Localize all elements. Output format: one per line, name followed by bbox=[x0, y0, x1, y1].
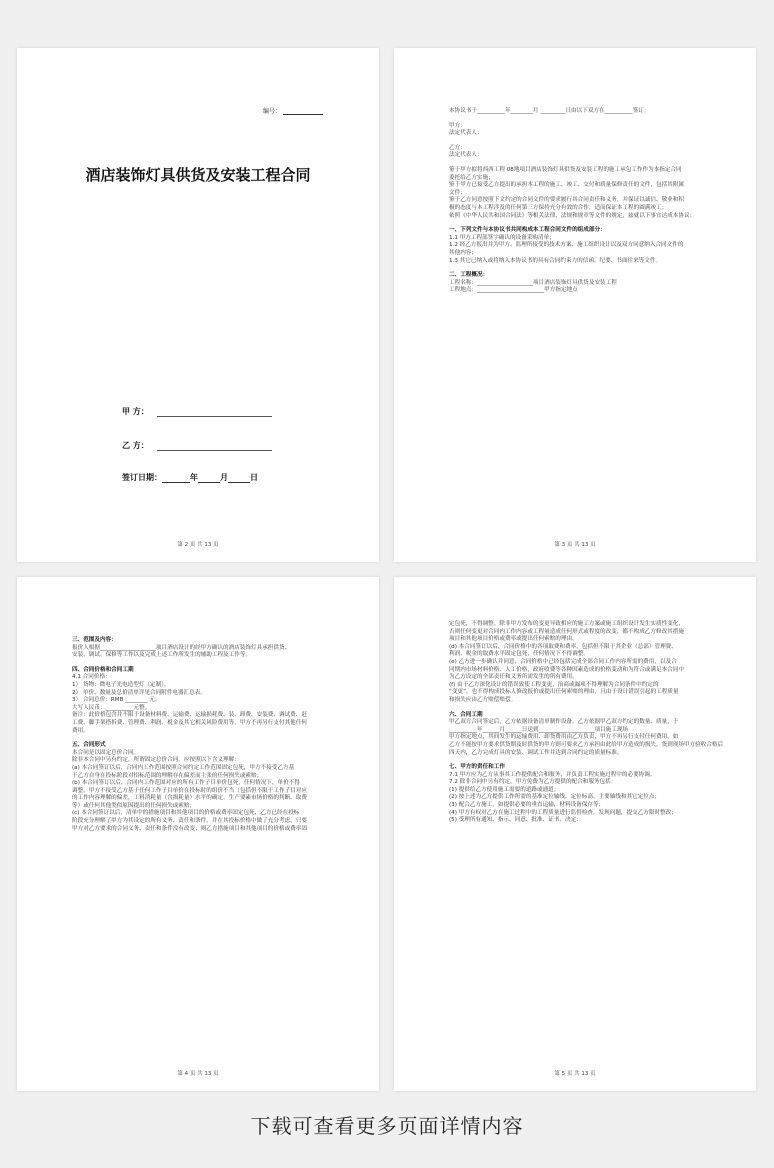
paragraph-gap bbox=[449, 705, 709, 712]
text-line: 依照《中华人民共和国合同法》等相关法律、法规和规章等文件的规定，兹就以下事宜达成本协议： bbox=[449, 212, 696, 219]
party-b-label: 乙 方： bbox=[122, 441, 149, 450]
text-line: 1.3 其它已纳入或将纳入本协议书的具有合同约束力的信函、纪要、书面往来等文件。 bbox=[449, 257, 662, 264]
text-line: 等）或任何其他类似原因提出的任何损失或索赔； bbox=[72, 802, 196, 809]
text-line: 4.1 合同价格： bbox=[72, 674, 111, 681]
text-line: 四天内，乙方完成灯具的安装、调试工作并达到合同约定的质量标准。 bbox=[449, 749, 623, 756]
month-label: 月 bbox=[220, 473, 228, 482]
party-b-signature bbox=[122, 440, 272, 451]
section-heading: 三、范围及内容： bbox=[72, 637, 117, 643]
text-line: 的工作内容理解的偏差，工料消耗量（含损耗量）水平的确定、生产要素市场价格的判断、取费 bbox=[72, 795, 307, 802]
text-line: 1） 货物：微电子光电造型灯（定制）。 bbox=[72, 681, 170, 688]
text-line: 甲方对乙方要求的合同义务、责任和条件没有改变；则乙方措施项目和其他项目的价格或费率固 bbox=[72, 825, 307, 832]
text-line: 乙方不能按甲方要求供货期及时供货的甲方则可要求乙方承担由此给甲方造成的损失，货到现场甲方验收合格后 bbox=[449, 741, 724, 748]
text-line: (d) 本合同签订以后，合同价格中的各项取费和费率，包括但不限于其企业（总部）管理费、 bbox=[449, 643, 677, 650]
year-label: 年 bbox=[190, 473, 198, 482]
text-line: (2) 按上述为乙方提供工作所需的基准定位轴线、定位标高、主要轴线和其它定位点； bbox=[449, 794, 661, 801]
paragraph-gap bbox=[72, 660, 332, 667]
text-line: 备注：此价格包含并不限于设备材料费、运输费、运输损耗费、装、卸费、安装费、调试费、赶 bbox=[72, 712, 307, 719]
text-line: 于乙方自身在投标阶段对招标范围的理解存在偏差而主张的任何损失或索赔； bbox=[72, 772, 263, 779]
paragraph-gap bbox=[449, 265, 709, 272]
day-label: 日 bbox=[250, 473, 258, 482]
text-line: 委托给乙方实施； bbox=[449, 174, 494, 181]
text-line: (e) 乙方进一步确认并同意，合同价格中已经包括完成全部合同工作内容所需的费用，以及合 bbox=[449, 658, 677, 665]
month-blank bbox=[198, 473, 220, 483]
text-line: 除非本合同中另有约定，所谓固定总价合同，应按照以下含义理解： bbox=[72, 757, 240, 764]
page-cover bbox=[17, 48, 379, 562]
page-body bbox=[449, 108, 709, 295]
paragraph-gap bbox=[449, 138, 709, 145]
year-blank bbox=[162, 473, 190, 483]
page-scope-price bbox=[17, 577, 379, 1091]
text-line: 甲乙双方合同签定后，乙方依据设备清单制作设备，乙方依据甲乙双方约定的数量、质量，于 bbox=[449, 719, 679, 726]
text-line: 鉴于甲方已接受乙方提出的承担本工程的施工、竣工、交付和质量保修责任的文件，包括其附属 bbox=[449, 182, 684, 189]
text-line: (4) 甲方有权对乙方在施工过程中的工程质量进行监督检查，发现问题，提交乙方限时整改； bbox=[449, 809, 677, 816]
text-line: 利润、税金的取费水平固定包死，任何情况下不得调整。 bbox=[449, 651, 589, 658]
text-line: (3) 配合乙方施工，如提供必要的垂直运输，材料设备保存等； bbox=[449, 802, 605, 809]
paragraph-gap bbox=[449, 116, 709, 123]
page-footer: 第 3 页 共 13 页 bbox=[554, 542, 596, 548]
text-line: 工程名称：____________________项目酒店装饰灯具供货及安装工程 bbox=[449, 279, 617, 286]
page-agreement bbox=[394, 48, 756, 562]
text-line: (b) 本合同签订以后，合同内工作范围对应的所有工作子目单价包死，任何情况下，单价不得 bbox=[72, 780, 300, 787]
text-line: 文件； bbox=[449, 189, 466, 196]
text-line: 工费、脚手架搭拆费、管理费、利润、税金及其它相关风险费用等，甲方不再另行支付其他任何 bbox=[72, 719, 307, 726]
text-line: 乙方： bbox=[449, 144, 466, 151]
party-b-blank bbox=[157, 441, 272, 451]
text-line: (5) 受理所有通知、指示、同意、批准、证书、决定； bbox=[449, 817, 582, 824]
text-line: 定包死，不得调整。除非甲方发布的变更导致相应的施工方案或施工组织设计发生实质性变化， bbox=[449, 621, 684, 627]
text-line: 1.1 甲方工程部签字确认的设备采购清单； bbox=[449, 234, 555, 241]
text-line: (c) 本合同签订以后，清单中的措施项目和其他项目的价格或费率固定包死，乙方已经在投标 bbox=[72, 810, 300, 817]
sign-date bbox=[122, 472, 258, 483]
text-line: 甲方： bbox=[449, 122, 466, 129]
serial-blank bbox=[283, 114, 323, 115]
text-line: 本合同是以固定总价合同。 bbox=[72, 749, 140, 756]
text-line: (1) 提供给乙方使用施工需要的道路或通道； bbox=[449, 786, 560, 793]
serial-number-field bbox=[263, 106, 323, 115]
text-line: 报价人根据____________________项目酒店设计的经甲方确认的酒店装饰灯具承担供货、 bbox=[72, 644, 291, 651]
text-line: 安装、调试、保修等工作以及完成上述工作所发生的辅助工程及工作等。 bbox=[72, 652, 252, 659]
text-line: 鉴于乙方同意按照下文约定的合同文件的要求履行其合同责任和义务，并保证以诚信、敬业和积 bbox=[449, 197, 684, 204]
page-schedule-duties bbox=[394, 577, 756, 1091]
section-heading: 五、合同形式 bbox=[72, 742, 106, 749]
download-caption: 下载可查看更多页面详情内容 bbox=[250, 1114, 524, 1138]
page-body bbox=[449, 621, 724, 825]
text-line: 极的态度与本工程涉及的任何第三方保持充分有效的合作，适而保证本工程的圆满竣工； bbox=[449, 204, 668, 211]
text-line: 其他内容； bbox=[449, 249, 477, 256]
section-heading: 四、合同价格和合同工期 bbox=[72, 666, 134, 673]
text-line: (f) 由于乙方深化设计的错误致使工程变更，治商或漏项不得理解为合同条件中约定的 bbox=[449, 681, 659, 688]
day-blank bbox=[228, 473, 250, 483]
contract-title: 酒店装饰灯具供货及安装工程合同 bbox=[85, 166, 311, 184]
text-line: 甲方指定地点，其间发生的运输费用、卸货费用由乙方负责，甲方不再另行支付任何费用，如 bbox=[449, 734, 679, 741]
text-line: 和损失应由乙方赔偿赔偿。 bbox=[449, 696, 517, 703]
party-a-signature bbox=[122, 406, 272, 417]
page-footer: 第 2 页 共 13 页 bbox=[177, 542, 219, 548]
text-line: 为乙方设定的全部责任和义务所需发生的所有费用。 bbox=[449, 674, 578, 681]
text-line: 法定代表人： bbox=[449, 130, 483, 137]
text-line: 大写人民币：__________元整。 bbox=[72, 704, 151, 711]
paragraph-gap bbox=[72, 735, 332, 742]
page-footer: 第 4 页 共 13 页 bbox=[177, 1071, 219, 1077]
text-line: 本协议书于__________年________月 _________日由以下双方在__________签订： bbox=[449, 108, 650, 114]
text-line: __________年______月______日送到____________________项目施工现场 bbox=[449, 726, 629, 733]
section-heading: 一、下列文件与本协议书共同构成本工程合同文件的组成部分： bbox=[449, 227, 606, 234]
text-line: 7.2 除非合同中另有约定，甲方免费为乙方提供的配合和服务包括： bbox=[449, 779, 617, 786]
text-line: 阶段充分理解了甲方为其设定的所有义务、责任和条件，并在其投标价格中做了充分考虑，只要 bbox=[72, 818, 307, 825]
paragraph-gap bbox=[449, 160, 709, 167]
text-line: 费用。 bbox=[72, 727, 89, 734]
section-heading: 六、合同工期 bbox=[449, 711, 483, 718]
page-footer: 第 5 页 共 13 页 bbox=[554, 1071, 596, 1077]
text-line: (a) 本合同签订以后，合同内工作范围按照合同约定工作范围固定包死，甲方不接受乙方基 bbox=[72, 764, 295, 771]
text-line: 工程地点：________________________甲方指定地点 bbox=[449, 287, 578, 294]
text-line: 同期内市场材料价格、人工价格，政府收费等各种因素造成的价格变动和为符合或满足本合同中 bbox=[449, 666, 684, 673]
text-line: “变更”，也不得构成投标人修改报价或提出任何索赔的理由，且由于设计错误引起的工程质量 bbox=[449, 689, 679, 696]
sign-date-label: 签订日期： bbox=[122, 473, 162, 482]
section-heading: 二、工程概况： bbox=[449, 272, 489, 279]
text-line: 2） 单价、数量及总价清单详见合同附件电器汇总表。 bbox=[72, 689, 206, 696]
serial-label: 编号： bbox=[262, 108, 281, 115]
text-line: 否则任何变更对合同内工作内容或工程量造成任何形式或程度的改变，都不构成乙方修改其措施 bbox=[449, 628, 684, 635]
text-line: 调整。甲方不接受乙方基于任何工作子目单价在投标时的组价不当（包括但不限于工作子目对应 bbox=[72, 787, 307, 794]
section-heading: 七、甲方的责任和工作 bbox=[449, 764, 505, 771]
text-line: 1.2 经乙方报出并为甲方、监理所接受的技术方案、施工组织设计以及双方同意纳入合同文件的 bbox=[449, 242, 684, 249]
page-body bbox=[72, 637, 332, 833]
text-line: 项目和其他项目价格或费率或提出任何索赔的理由。 bbox=[449, 636, 578, 643]
text-line: 法定代表人： bbox=[449, 152, 483, 159]
party-a-blank bbox=[157, 407, 272, 417]
text-line: 7.1 甲方应为乙方从事其工作提供配合和服务，并负责工程实施过程中的必要协调。 bbox=[449, 771, 656, 778]
party-a-label: 甲 方： bbox=[122, 407, 149, 416]
text-line: 3） 合同总价：RMB ________ 元， bbox=[72, 697, 161, 704]
text-line: 鉴于甲方拟将西西工程 08地项目酒店装饰灯具供货及安装工程的施工承包工作作为本指定合同 bbox=[449, 166, 682, 173]
